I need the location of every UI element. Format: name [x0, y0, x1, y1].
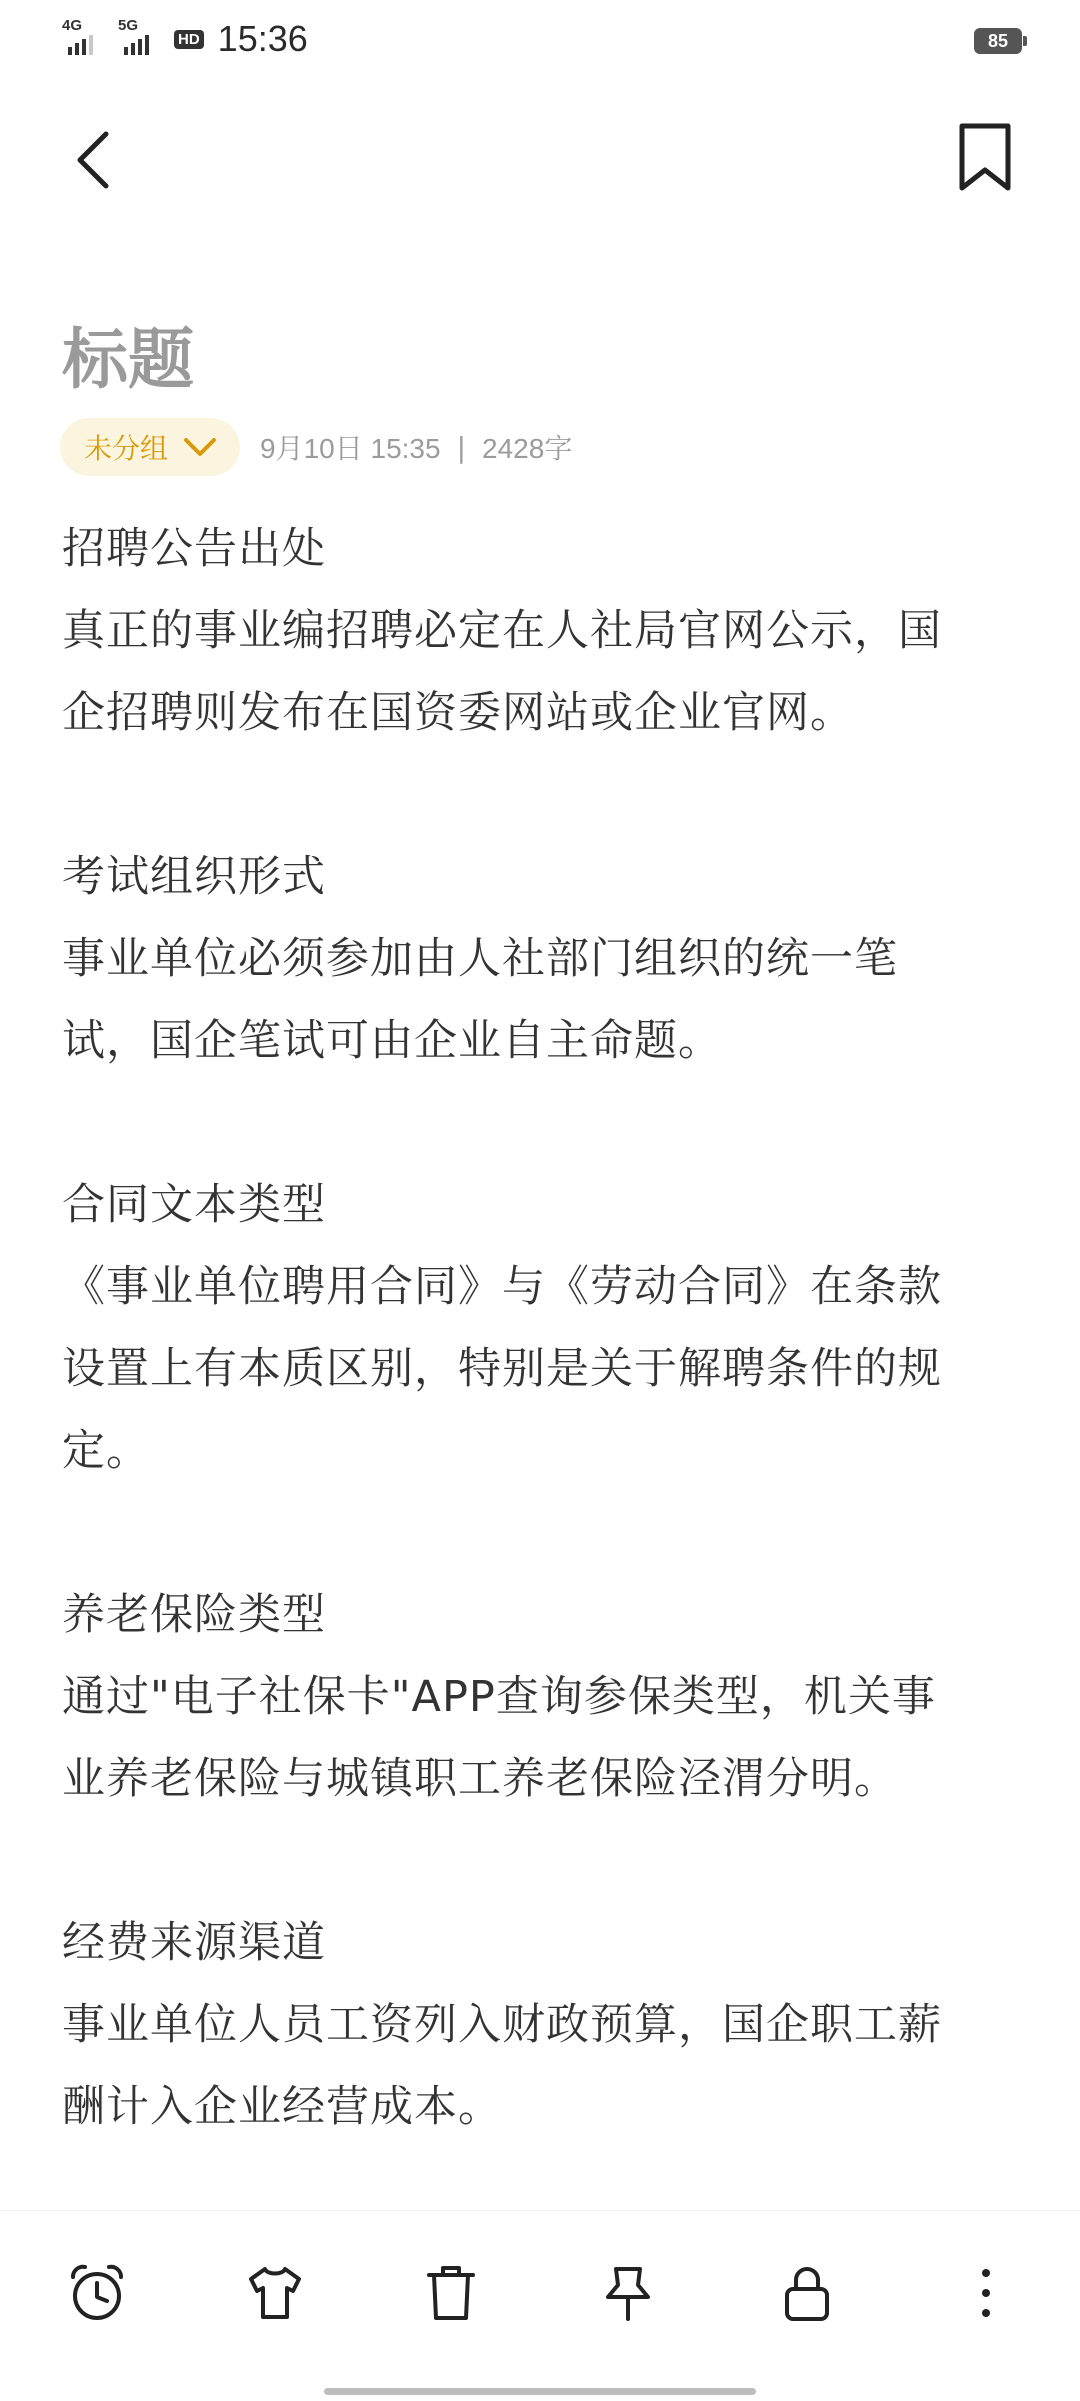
note-body[interactable] — [62, 508, 1032, 2230]
note-section — [62, 1164, 1032, 1492]
body-line: 通过"电子社保卡"APP查询参保类型，机关事 — [62, 1672, 936, 1722]
group-selector[interactable] — [60, 418, 240, 476]
chevron-left-icon — [62, 120, 132, 200]
reminder-button[interactable] — [57, 2253, 137, 2333]
body-line: 事业单位必须参加由人社部门组织的统一笔 — [62, 934, 898, 984]
trash-icon — [419, 2261, 483, 2325]
status-bar — [0, 0, 1080, 84]
section-heading: 养老保险类型 — [62, 1590, 326, 1640]
pin-button[interactable] — [588, 2253, 668, 2333]
pin-icon — [596, 2261, 660, 2325]
section-heading: 考试组织形式 — [62, 852, 326, 902]
status-left — [62, 18, 308, 60]
status-time: 15:36 — [217, 18, 308, 59]
body-line: 事业单位人员工资列入财政预算，国企职工薪 — [62, 2000, 942, 2050]
note-meta — [60, 418, 572, 476]
note-title[interactable]: 标题 — [62, 321, 194, 398]
note-section — [62, 1902, 1032, 2148]
theme-button[interactable] — [235, 2253, 315, 2333]
signal-5g-icon: 5G — [118, 19, 164, 59]
signal-4g-icon: 4G — [62, 19, 108, 59]
more-icon — [954, 2261, 1018, 2325]
section-heading: 合同文本类型 — [62, 1180, 326, 1230]
bottom-toolbar — [0, 2210, 1080, 2401]
home-indicator[interactable] — [324, 2388, 756, 2395]
more-button[interactable] — [946, 2253, 1026, 2333]
body-line: 酬计入企业经营成本。 — [62, 2082, 502, 2132]
meta-separator: | — [456, 430, 467, 464]
bookmark-button[interactable] — [950, 118, 1020, 198]
note-section — [62, 1574, 1032, 1820]
group-label: 未分组 — [84, 432, 169, 465]
bookmark-icon — [950, 118, 1020, 198]
delete-button[interactable] — [411, 2253, 491, 2333]
body-line: 试，国企笔试可由企业自主命题。 — [62, 1016, 722, 1066]
note-section — [62, 836, 1032, 1082]
shirt-icon — [243, 2261, 307, 2325]
body-line: 业养老保险与城镇职工养老保险泾渭分明。 — [62, 1754, 898, 1804]
chevron-down-icon — [182, 435, 218, 459]
body-line: 定。 — [62, 1426, 150, 1476]
section-heading: 经费来源渠道 — [62, 1918, 326, 1968]
body-line: 企招聘则发布在国资委网站或企业官网。 — [62, 688, 854, 738]
char-count: 2428字 — [482, 433, 573, 464]
body-line: 真正的事业编招聘必定在人社局官网公示，国 — [62, 606, 942, 656]
lock-button[interactable] — [767, 2253, 847, 2333]
lock-icon — [775, 2261, 839, 2325]
section-heading: 招聘公告出处 — [62, 524, 326, 574]
note-date: 9月10日 15:35 — [260, 433, 441, 464]
body-line: 《事业单位聘用合同》与《劳动合同》在条款 — [62, 1262, 942, 1312]
body-line: 设置上有本质区别，特别是关于解聘条件的规 — [62, 1344, 942, 1394]
hd-voice-icon: HD — [174, 30, 204, 49]
back-button[interactable] — [62, 120, 132, 200]
alarm-icon — [65, 2261, 129, 2325]
battery-icon: 85 — [974, 28, 1022, 54]
note-section — [62, 508, 1032, 754]
